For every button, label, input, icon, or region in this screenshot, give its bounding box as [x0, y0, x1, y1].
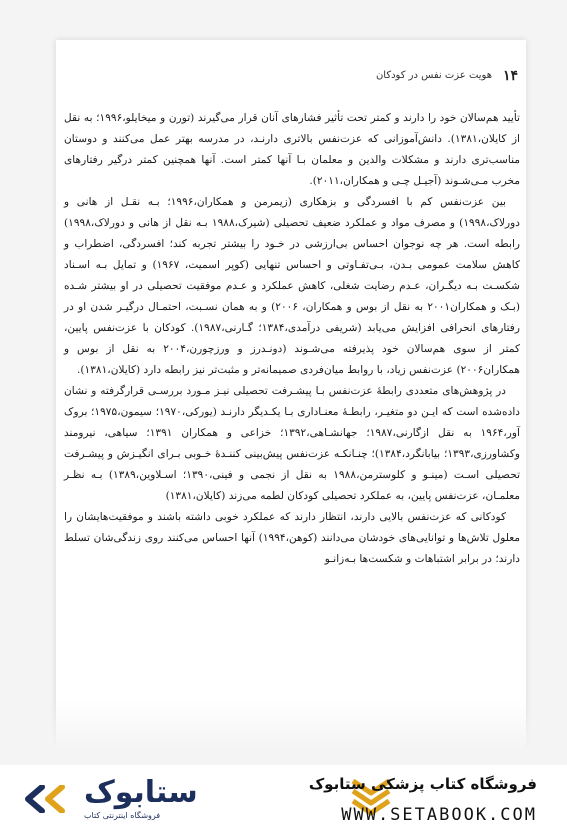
- double-chevron-icon: [22, 785, 72, 813]
- store-logo[interactable]: [22, 773, 198, 825]
- page-fade-overlay: [0, 700, 567, 770]
- running-title: هویت عزت نفس در کودکان: [375, 70, 492, 81]
- page-header: [56, 64, 526, 90]
- paragraph-1: تأیید هم‌سالان خود را دارند و کمتر تحت تأثیر فشارهای آنان قرار می‌گیرند (تورن و میخایلو،۱۹۹۶؛ به نقل از کایلان،۱۳۸۱). دانش‌آموزانی که عزت‌نفس بالاتری دارنـد، در مدرسه بهتر عمل می‌کنند و دوستان مناسب‌تری دارند و مشکلات والدین و معلمان بـا آنها کمتر است. آنها همچنین کمتر درگیر رفتارهای مخرب مـی‌شـوند (آجیـل چـی و همکاران،۲۰۱۱).: [64, 112, 521, 187]
- logo-wordmark: ستابوک: [84, 775, 198, 810]
- logo-subtitle: فروشگاه اینترنتی کتاب: [84, 811, 161, 820]
- page-number: ۱۴: [502, 68, 518, 84]
- paragraph-3: در پژوهش‌های متعددی رابطهٔ عزت‌نفس بـا پیشـرفت تحصیلی نیـز مـورد بررسـی قرارگرفته و نشان داده‌شده است که ایـن دو متغیـر، رابطـهٔ معنـاداری بـا یکـدیگر دارنـد (یورکی،۱۹۷۰؛ سیمون،۱۹۷۵؛ بروک آور،۱۹۶۴ به نقل ازگارنی،۱۹۸۷؛ جهانشـاهی،۱۳۹۲؛ خزاعی و همکاران ۱۳۹۱؛ سیاهی، نیرومند وکشاورزی،۱۳۹۳؛ بیابانگرد،۱۳۸۴)؛ چنـانکـه عزت‌نفس پیش‌بینی کننـدهٔ خـوبی بـرای انگیـزش و پیشـرفت تحصیلی اسـت (مینـو و کلوسترمن،۱۹۸۸ به نقل از نجمی و فینی،۱۳۹۰؛ اسـلاوین،۱۳۸۹) بـه نظـر معلمـان، عزت‌نفس پایین، به عملکرد تحصیلی کودکان لطمه می‌زند (کایلان،۱۳۸۱): [64, 385, 521, 502]
- paragraph-4: کودکانی که عزت‌نفس بالایی دارند، انتظار دارند که عملکرد خوبی داشته باشند و موفقیت‌هایشان را معلول تلاش‌ها و توانایی‌های خودشان می‌دانند (کوهن،۱۹۹۴) آنها احساس می‌کنند روی زندگی‌شان تسلط دارند؛ در برابر اشتباهات و شکست‌ها بـه‌زانـو: [64, 511, 521, 565]
- body-text: [64, 108, 520, 570]
- paragraph-2: بین عزت‌نفس کم با افسردگی و بزهکاری (زیمرمن و همکاران،۱۹۹۶؛ بـه نقـل از هانی و دورلاک،۱۹۹۸) و مصرف مواد و عملکرد ضعیف تحصیلی (شیرک،۱۹۸۸ بـه نقل از هانی و دورلاک،۱۹۹۸) رابطه است. هر چه نوجوان احساس بی‌ارزشی در خـود را بیشتر تجربه کند؛ افسردگی، اضطراب و کاهش سلامت عمومی بـدن، بـی‌تفـاوتی و احساس تنهایی (کوپر اسمیت، ۱۹۶۷) و تمایل بـه اسـناد شکسـت بـه دیگـران، عـدم رضایت شغلی، کاهش عملکرد و عـدم موفقیت تحصیلی در او بیشتر شـده (بـک و همکاران۲۰۰۱ به نقل از بوس و همکاران، ۲۰۰۶) و به همان نسـبت، احتمـال درگیـر شدن او در رفتارهای انحرافی افزایش می‌یابد (شریفی درآمدی،۱۳۸۴؛ گـارنی،۱۹۸۷). کودکان با عزت‌نفس پایین، کمتر از سوی هم‌سالان خود پذیرفته می‌شـوند (دونـدرز و ورزچورن،۲۰۰۴ به نقل از بوس و همکاران۲۰۰۶) عزت‌نفس زیاد، با روابط میان‌فردی صمیمانه‌تر و مثبت‌تر نیز رابطه دارد (کایلان،۱۳۸۱).: [64, 196, 521, 376]
- store-footer: [0, 765, 567, 832]
- store-url-link[interactable]: WWW.SETABOOK.COM: [341, 805, 537, 825]
- store-name: فروشگاه کتاب پزشکی ستابوک: [308, 775, 537, 793]
